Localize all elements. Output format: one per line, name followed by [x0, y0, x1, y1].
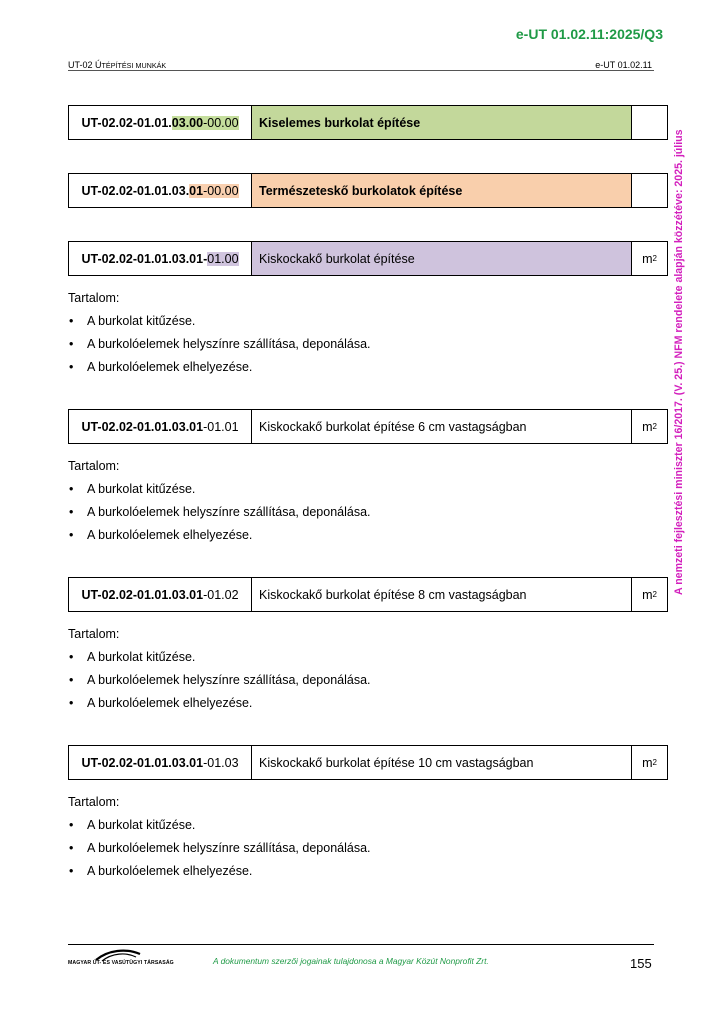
item-title: Kiskockakő burkolat építése — [252, 242, 632, 275]
list-item: • A burkolóelemek elhelyezése. — [68, 528, 371, 551]
item-code-part: UT-02.02-01.01.03.01- — [81, 251, 208, 266]
bullet-icon: • — [69, 337, 74, 351]
bullet-icon: • — [69, 505, 74, 519]
content-label: Tartalom: — [68, 627, 120, 641]
content-label: Tartalom: — [68, 795, 120, 809]
item-code-part: UT-02.02-01.01.03. — [81, 183, 190, 198]
content-list — [68, 795, 371, 887]
header-chapter — [68, 60, 166, 70]
item-code — [69, 578, 252, 611]
copyright-notice: A dokumentum szerzői jogainak tulajdonosa a Magyar Közút Nonprofit Zrt. — [213, 956, 489, 966]
item-title: Természeteskő burkolatok építése — [252, 174, 632, 207]
item-row-kiselemes — [68, 105, 668, 140]
item-row-kiskockako — [68, 241, 668, 276]
item-code — [69, 410, 252, 443]
item-code-highlight: 01 — [189, 183, 204, 198]
item-row-10cm — [68, 745, 668, 780]
item-code-tail: -00.00 — [203, 183, 239, 198]
item-title: Kiskockakő burkolat építése 10 cm vastagságban — [252, 746, 632, 779]
item-code-suffix: -01.02 — [203, 587, 239, 602]
footer-divider — [68, 944, 654, 945]
list-item: • A burkolóelemek helyszínre szállítása, deponálása. — [68, 505, 371, 528]
item-row-termeszeteskő — [68, 173, 668, 208]
item-code-tail: -00.00 — [203, 115, 239, 130]
item-code — [69, 174, 252, 207]
item-code-suffix: -01.01 — [203, 419, 239, 434]
list-item: • A burkolóelemek elhelyezése. — [68, 864, 371, 887]
content-label: Tartalom: — [68, 291, 120, 305]
list-item: • A burkolóelemek helyszínre szállítása, deponálása. — [68, 673, 371, 696]
item-unit: m 2 — [642, 251, 657, 266]
item-code-highlight: 01.00 — [207, 251, 239, 266]
publication-side-note: A nemzeti fejlesztési miniszter 16/2017. (V. 25.) NFM rendelete alapján közzétéve: 2025. július — [673, 129, 685, 596]
list-item: • A burkolat kitűzése. — [68, 650, 371, 673]
item-unit — [632, 174, 667, 207]
item-code-part: UT-02.02-01.01.03.01 — [81, 587, 204, 602]
item-code-suffix: -01.03 — [203, 755, 239, 770]
bullet-icon: • — [69, 482, 74, 496]
header-chapter-prefix: UT-02 Ú — [68, 60, 102, 70]
item-code — [69, 746, 252, 779]
item-code-part: UT-02.02-01.01. — [81, 115, 172, 130]
item-code — [69, 242, 252, 275]
list-item: • A burkolat kitűzése. — [68, 314, 371, 337]
bullet-icon: • — [69, 314, 74, 328]
header-chapter-rest: TÉPÍTÉSI MUNKÁK — [101, 61, 167, 70]
content-list — [68, 291, 371, 383]
item-unit — [632, 106, 667, 139]
list-item: • A burkolóelemek helyszínre szállítása, deponálása. — [68, 337, 371, 360]
item-row-8cm — [68, 577, 668, 612]
bullet-icon: • — [69, 696, 74, 710]
header-doc-ref: e-UT 01.02.11 — [595, 60, 652, 70]
item-title: Kiselemes burkolat építése — [252, 106, 632, 139]
page-number: 155 — [630, 956, 652, 971]
bullet-icon: • — [69, 841, 74, 855]
item-title: Kiskockakő burkolat építése 6 cm vastagságban — [252, 410, 632, 443]
item-row-6cm — [68, 409, 668, 444]
bullet-icon: • — [69, 818, 74, 832]
item-unit: m 2 — [642, 419, 657, 434]
item-code — [69, 106, 252, 139]
bullet-icon: • — [69, 864, 74, 878]
item-code-highlight: 03.00 — [171, 115, 204, 130]
society-logo — [68, 948, 178, 970]
list-item: • A burkolat kitűzése. — [68, 818, 371, 841]
content-label: Tartalom: — [68, 459, 120, 473]
list-item: • A burkolóelemek elhelyezése. — [68, 696, 371, 719]
list-item: • A burkolat kitűzése. — [68, 482, 371, 505]
bullet-icon: • — [69, 673, 74, 687]
logo-text: MAGYAR ÚT- ÉS VASÚTÜGYI TÁRSASÁG — [68, 960, 174, 966]
content-list — [68, 627, 371, 719]
bullet-icon: • — [69, 360, 74, 374]
header-divider — [68, 70, 654, 71]
content-list — [68, 459, 371, 551]
list-item: • A burkolóelemek helyszínre szállítása, deponálása. — [68, 841, 371, 864]
bullet-icon: • — [69, 528, 74, 542]
list-item: • A burkolóelemek elhelyezése. — [68, 360, 371, 383]
item-unit: m 2 — [642, 587, 657, 602]
item-unit: m 2 — [642, 755, 657, 770]
item-code-part: UT-02.02-01.01.03.01 — [81, 419, 204, 434]
bullet-icon: • — [69, 650, 74, 664]
item-title: Kiskockakő burkolat építése 8 cm vastagságban — [252, 578, 632, 611]
item-code-part: UT-02.02-01.01.03.01 — [81, 755, 204, 770]
document-id: e-UT 01.02.11:2025/Q3 — [515, 26, 663, 42]
